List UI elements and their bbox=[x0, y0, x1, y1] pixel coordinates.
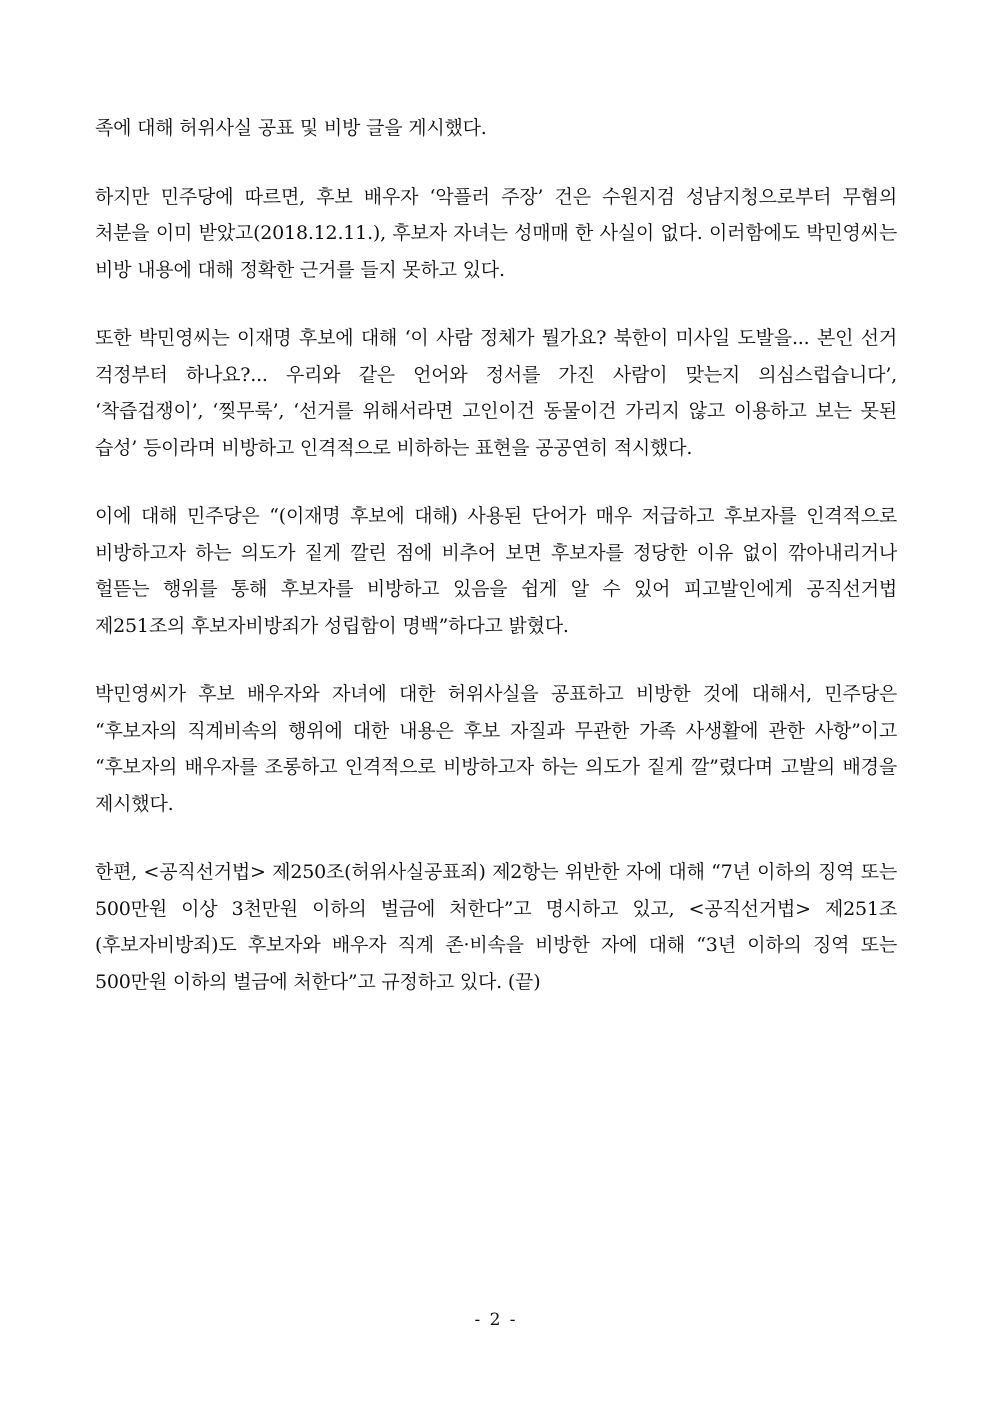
page-number: - 2 - bbox=[474, 1310, 518, 1330]
paragraph-2: 하지만 민주당에 따르면, 후보 배우자 ‘악플러 주장’ 건은 수원지검 성남지청으로부터 무혐의 처분을 이미 받았고(2018.12.11.), 후보자 자녀는 성매매 한 사실이 없다. 이러함에도 박민영씨는 비방 내용에 대해 정확한 근거를 들지 못하고 있다. bbox=[95, 185, 897, 281]
paragraph-1: 족에 대해 허위사실 공표 및 비방 글을 게시했다. bbox=[95, 117, 487, 139]
paragraph-6: 한편, <공직선거법> 제250조(허위사실공표죄) 제2항는 위반한 자에 대해 “7년 이하의 징역 또는 500만원 이상 3천만원 이하의 벌금에 처한다”고 명시하고 있고, <공직선거법> 제251조(후보자비방죄)도 후보자와 배우자 직계 존·비속을 비방한 자에 대해 “3년 이하의 징역 또는 500만원 이하의 벌금에 처한다”고 규정하고 있다. (끝) bbox=[95, 861, 897, 993]
paragraph-4: 이에 대해 민주당은 “(이재명 후보에 대해) 사용된 단어가 매우 저급하고 후보자를 인격적으로 비방하고자 하는 의도가 짙게 깔린 점에 비추어 보면 후보자를 정당한 이유 없이 깎아내리거나 헐뜯는 행위를 통해 후보자를 비방하고 있음을 쉽게 알 수 있어 피고발인에게 공직선거법 제251조의 후보자비방죄가 성립함이 명백”하다고 밝혔다. bbox=[95, 505, 897, 637]
paragraph-3: 또한 박민영씨는 이재명 후보에 대해 ‘이 사람 정체가 뭘가요? 북한이 미사일 도발을... 본인 선거 걱정부터 하나요?... 우리와 같은 언어와 정서를 가진 사람이 맞는지 의심스럽습니다’, ‘착즙겁쟁이’, ‘찢무룩’, ‘선거를 위해서라면 고인이건 동물이건 가리지 않고 이용하고 보는 못된 습성’ 등이라며 비방하고 인격적으로 비하하는 표현을 공공연히 적시했다. bbox=[95, 327, 897, 459]
paragraph-5: 박민영씨가 후보 배우자와 자녀에 대한 허위사실을 공표하고 비방한 것에 대해서, 민주당은 “후보자의 직계비속의 행위에 대한 내용은 후보 자질과 무관한 가족 사생활에 관한 사항”이고 “후보자의 배우자를 조롱하고 인격적으로 비방하고자 하는 의도가 짙게 깔”렸다며 고발의 배경을 제시했다. bbox=[95, 683, 897, 815]
body-text bbox=[95, 110, 897, 1032]
